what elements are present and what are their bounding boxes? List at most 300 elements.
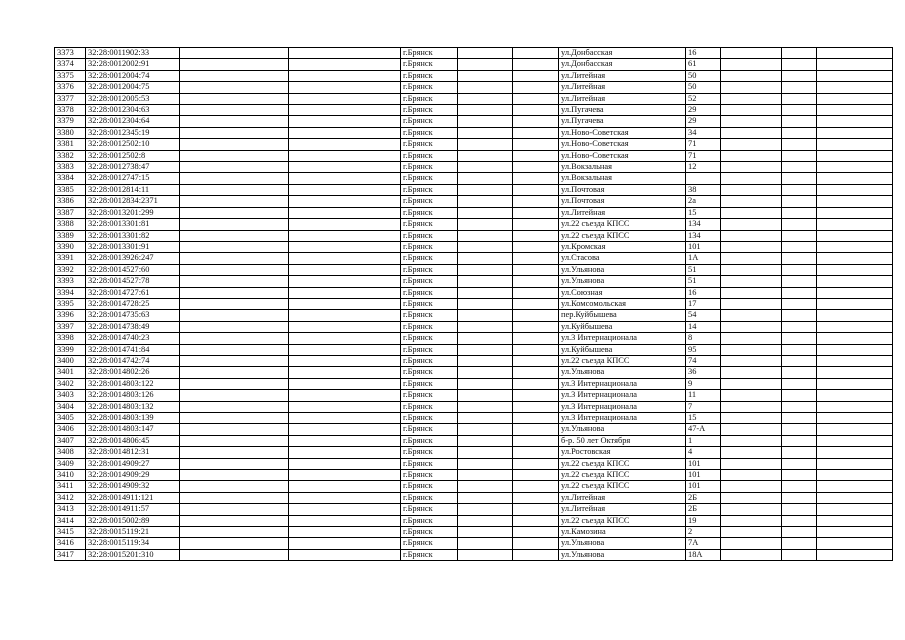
empty-cell (180, 549, 289, 560)
empty-cell (513, 310, 559, 321)
empty-cell (458, 549, 513, 560)
empty-cell (289, 241, 401, 252)
empty-cell (289, 150, 401, 161)
empty-cell (721, 241, 782, 252)
empty-cell (721, 333, 782, 344)
empty-cell (817, 207, 893, 218)
empty-cell (513, 139, 559, 150)
empty-cell (782, 219, 817, 230)
empty-cell (513, 401, 559, 412)
empty-cell (458, 196, 513, 207)
empty-cell (817, 139, 893, 150)
cadastral-number-cell: 32:28:0014803:132 (86, 401, 180, 412)
table-row (55, 390, 893, 401)
table-row (55, 82, 893, 93)
city-cell: г.Брянск (401, 196, 458, 207)
street-cell: ул.Литейная (559, 207, 686, 218)
empty-cell (817, 333, 893, 344)
empty-cell (289, 492, 401, 503)
street-cell: ул.Пугачева (559, 116, 686, 127)
empty-cell (782, 82, 817, 93)
empty-cell (180, 333, 289, 344)
empty-cell (721, 515, 782, 526)
empty-cell (817, 458, 893, 469)
empty-cell (513, 435, 559, 446)
cadastral-number-cell: 32:28:0015119:21 (86, 527, 180, 538)
city-cell: г.Брянск (401, 82, 458, 93)
house-number-cell: 2 (686, 527, 721, 538)
empty-cell (180, 241, 289, 252)
street-cell: ул.22 съезда КПСС (559, 458, 686, 469)
empty-cell (513, 458, 559, 469)
empty-cell (289, 230, 401, 241)
house-number-cell: 15 (686, 207, 721, 218)
empty-cell (289, 219, 401, 230)
row-number-cell: 3385 (55, 184, 86, 195)
city-cell: г.Брянск (401, 549, 458, 560)
house-number-cell: 51 (686, 264, 721, 275)
row-number-cell: 3403 (55, 390, 86, 401)
empty-cell (817, 390, 893, 401)
empty-cell (817, 48, 893, 59)
empty-cell (721, 310, 782, 321)
row-number-cell: 3413 (55, 504, 86, 515)
empty-cell (782, 310, 817, 321)
empty-cell (458, 355, 513, 366)
cadastral-number-cell: 32:28:0014527:78 (86, 276, 180, 287)
empty-cell (180, 321, 289, 332)
street-cell: ул.3 Интернационала (559, 401, 686, 412)
empty-cell (817, 447, 893, 458)
empty-cell (458, 276, 513, 287)
empty-cell (513, 230, 559, 241)
house-number-cell: 52 (686, 93, 721, 104)
empty-cell (817, 310, 893, 321)
empty-cell (721, 184, 782, 195)
table-row (55, 105, 893, 116)
cadastral-number-cell: 32:28:0012304:63 (86, 105, 180, 116)
empty-cell (721, 355, 782, 366)
empty-cell (180, 492, 289, 503)
empty-cell (513, 162, 559, 173)
empty-cell (817, 424, 893, 435)
empty-cell (513, 481, 559, 492)
city-cell: г.Брянск (401, 492, 458, 503)
cadastral-number-cell: 32:28:0014909:29 (86, 470, 180, 481)
row-number-cell: 3388 (55, 219, 86, 230)
row-number-cell: 3382 (55, 150, 86, 161)
empty-cell (180, 298, 289, 309)
empty-cell (513, 504, 559, 515)
empty-cell (721, 287, 782, 298)
cadastral-number-cell: 32:28:0013301:91 (86, 241, 180, 252)
cadastral-number-cell: 32:28:0014803:139 (86, 413, 180, 424)
empty-cell (513, 70, 559, 81)
empty-cell (782, 527, 817, 538)
row-number-cell: 3417 (55, 549, 86, 560)
street-cell: ул.Ульянова (559, 549, 686, 560)
empty-cell (289, 470, 401, 481)
row-number-cell: 3409 (55, 458, 86, 469)
table-row (55, 93, 893, 104)
empty-cell (180, 253, 289, 264)
table-row (55, 481, 893, 492)
cadastral-number-cell: 32:28:0014812:31 (86, 447, 180, 458)
house-number-cell: 61 (686, 59, 721, 70)
empty-cell (458, 82, 513, 93)
empty-cell (817, 413, 893, 424)
street-cell: ул.22 съезда КПСС (559, 355, 686, 366)
city-cell: г.Брянск (401, 139, 458, 150)
empty-cell (782, 70, 817, 81)
empty-cell (782, 116, 817, 127)
cadastral-number-cell: 32:28:0012304:64 (86, 116, 180, 127)
empty-cell (782, 447, 817, 458)
empty-cell (289, 287, 401, 298)
empty-cell (721, 59, 782, 70)
empty-cell (513, 150, 559, 161)
city-cell: г.Брянск (401, 481, 458, 492)
empty-cell (513, 253, 559, 264)
house-number-cell: 36 (686, 367, 721, 378)
table-row (55, 173, 893, 184)
empty-cell (458, 401, 513, 412)
empty-cell (782, 184, 817, 195)
row-number-cell: 3412 (55, 492, 86, 503)
city-cell: г.Брянск (401, 230, 458, 241)
street-cell: ул.3 Интернационала (559, 390, 686, 401)
table-row (55, 48, 893, 59)
empty-cell (458, 321, 513, 332)
empty-cell (782, 196, 817, 207)
cadastral-number-cell: 32:28:0014909:32 (86, 481, 180, 492)
house-number-cell: 134 (686, 230, 721, 241)
cadastral-number-cell: 32:28:0012814:11 (86, 184, 180, 195)
empty-cell (782, 424, 817, 435)
street-cell: ул.Комсомольская (559, 298, 686, 309)
row-number-cell: 3376 (55, 82, 86, 93)
house-number-cell: 38 (686, 184, 721, 195)
table-row (55, 264, 893, 275)
empty-cell (721, 481, 782, 492)
house-number-cell: 74 (686, 355, 721, 366)
empty-cell (289, 70, 401, 81)
house-number-cell: 12 (686, 162, 721, 173)
city-cell: г.Брянск (401, 173, 458, 184)
empty-cell (782, 401, 817, 412)
empty-cell (289, 298, 401, 309)
empty-cell (817, 162, 893, 173)
empty-cell (289, 435, 401, 446)
city-cell: г.Брянск (401, 538, 458, 549)
empty-cell (817, 378, 893, 389)
empty-cell (458, 173, 513, 184)
empty-cell (180, 173, 289, 184)
cadastral-number-cell: 32:28:0014742:74 (86, 355, 180, 366)
empty-cell (180, 219, 289, 230)
cadastral-number-cell: 32:28:0012002:91 (86, 59, 180, 70)
street-cell: ул.Пугачева (559, 105, 686, 116)
street-cell: ул.Стасова (559, 253, 686, 264)
empty-cell (513, 105, 559, 116)
row-number-cell: 3391 (55, 253, 86, 264)
row-number-cell: 3393 (55, 276, 86, 287)
empty-cell (458, 230, 513, 241)
empty-cell (180, 184, 289, 195)
table-row (55, 298, 893, 309)
city-cell: г.Брянск (401, 310, 458, 321)
empty-cell (513, 127, 559, 138)
city-cell: г.Брянск (401, 207, 458, 218)
empty-cell (180, 355, 289, 366)
empty-cell (817, 70, 893, 81)
empty-cell (289, 253, 401, 264)
empty-cell (721, 150, 782, 161)
empty-cell (782, 139, 817, 150)
table-row (55, 333, 893, 344)
empty-cell (721, 413, 782, 424)
city-cell: г.Брянск (401, 184, 458, 195)
house-number-cell: 50 (686, 82, 721, 93)
empty-cell (782, 93, 817, 104)
empty-cell (458, 162, 513, 173)
row-number-cell: 3381 (55, 139, 86, 150)
table-row (55, 139, 893, 150)
empty-cell (721, 207, 782, 218)
empty-cell (721, 538, 782, 549)
empty-cell (458, 150, 513, 161)
empty-cell (180, 105, 289, 116)
street-cell: ул.22 съезда КПСС (559, 470, 686, 481)
empty-cell (513, 287, 559, 298)
empty-cell (721, 70, 782, 81)
row-number-cell: 3397 (55, 321, 86, 332)
row-number-cell: 3407 (55, 435, 86, 446)
city-cell: г.Брянск (401, 515, 458, 526)
empty-cell (782, 333, 817, 344)
cadastral-number-cell: 32:28:0015119:34 (86, 538, 180, 549)
table-row (55, 276, 893, 287)
city-cell: г.Брянск (401, 276, 458, 287)
empty-cell (458, 241, 513, 252)
table-row (55, 424, 893, 435)
empty-cell (289, 424, 401, 435)
row-number-cell: 3402 (55, 378, 86, 389)
table-row (55, 355, 893, 366)
table-row (55, 150, 893, 161)
empty-cell (817, 253, 893, 264)
empty-cell (458, 515, 513, 526)
empty-cell (180, 401, 289, 412)
empty-cell (458, 378, 513, 389)
house-number-cell: 2Б (686, 492, 721, 503)
street-cell: ул.Донбасская (559, 48, 686, 59)
empty-cell (458, 105, 513, 116)
empty-cell (721, 162, 782, 173)
city-cell: г.Брянск (401, 447, 458, 458)
empty-cell (289, 48, 401, 59)
empty-cell (782, 435, 817, 446)
empty-cell (782, 549, 817, 560)
empty-cell (721, 48, 782, 59)
empty-cell (180, 447, 289, 458)
street-cell: ул.Вокзальная (559, 173, 686, 184)
city-cell: г.Брянск (401, 253, 458, 264)
empty-cell (458, 184, 513, 195)
empty-cell (289, 538, 401, 549)
empty-cell (782, 48, 817, 59)
empty-cell (782, 264, 817, 275)
empty-cell (817, 230, 893, 241)
street-cell: ул.Куйбышева (559, 321, 686, 332)
empty-cell (721, 127, 782, 138)
city-cell: г.Брянск (401, 70, 458, 81)
cadastral-number-cell: 32:28:0014803:147 (86, 424, 180, 435)
table-row (55, 310, 893, 321)
empty-cell (721, 321, 782, 332)
row-number-cell: 3408 (55, 447, 86, 458)
empty-cell (782, 105, 817, 116)
cadastral-number-cell: 32:28:0012502:10 (86, 139, 180, 150)
empty-cell (458, 298, 513, 309)
house-number-cell: 29 (686, 105, 721, 116)
city-cell: г.Брянск (401, 344, 458, 355)
table-row (55, 219, 893, 230)
cadastral-number-cell: 32:28:0012747:15 (86, 173, 180, 184)
city-cell: г.Брянск (401, 355, 458, 366)
empty-cell (721, 344, 782, 355)
empty-cell (180, 481, 289, 492)
house-number-cell (686, 173, 721, 184)
empty-cell (513, 333, 559, 344)
city-cell: г.Брянск (401, 333, 458, 344)
empty-cell (721, 116, 782, 127)
empty-cell (513, 390, 559, 401)
house-number-cell: 1 (686, 435, 721, 446)
empty-cell (180, 70, 289, 81)
empty-cell (180, 435, 289, 446)
table-row (55, 401, 893, 412)
empty-cell (458, 492, 513, 503)
empty-cell (721, 298, 782, 309)
street-cell: ул.Почтовая (559, 184, 686, 195)
row-number-cell: 3383 (55, 162, 86, 173)
empty-cell (180, 127, 289, 138)
table-row (55, 447, 893, 458)
cadastral-number-cell: 32:28:0014738:49 (86, 321, 180, 332)
empty-cell (180, 150, 289, 161)
table-row (55, 367, 893, 378)
empty-cell (289, 481, 401, 492)
empty-cell (513, 241, 559, 252)
house-number-cell: 16 (686, 48, 721, 59)
empty-cell (458, 367, 513, 378)
empty-cell (721, 276, 782, 287)
street-cell: ул.Вокзальная (559, 162, 686, 173)
empty-cell (289, 378, 401, 389)
cadastral-number-cell: 32:28:0014911:57 (86, 504, 180, 515)
cadastral-number-cell: 32:28:0014741:84 (86, 344, 180, 355)
empty-cell (513, 276, 559, 287)
empty-cell (513, 264, 559, 275)
house-number-cell: 17 (686, 298, 721, 309)
empty-cell (289, 82, 401, 93)
empty-cell (721, 447, 782, 458)
empty-cell (817, 470, 893, 481)
row-number-cell: 3377 (55, 93, 86, 104)
empty-cell (513, 515, 559, 526)
empty-cell (513, 93, 559, 104)
table-row (55, 470, 893, 481)
empty-cell (817, 82, 893, 93)
city-cell: г.Брянск (401, 59, 458, 70)
empty-cell (289, 139, 401, 150)
empty-cell (458, 344, 513, 355)
empty-cell (289, 105, 401, 116)
cadastral-number-cell: 32:28:0012004:74 (86, 70, 180, 81)
row-number-cell: 3378 (55, 105, 86, 116)
city-cell: г.Брянск (401, 413, 458, 424)
street-cell: ул.Куйбышева (559, 344, 686, 355)
row-number-cell: 3374 (55, 59, 86, 70)
empty-cell (817, 219, 893, 230)
empty-cell (513, 116, 559, 127)
empty-cell (817, 196, 893, 207)
cadastral-number-cell: 32:28:0014727:61 (86, 287, 180, 298)
row-number-cell: 3404 (55, 401, 86, 412)
city-cell: г.Брянск (401, 48, 458, 59)
row-number-cell: 3394 (55, 287, 86, 298)
house-number-cell: 19 (686, 515, 721, 526)
city-cell: г.Брянск (401, 93, 458, 104)
empty-cell (289, 196, 401, 207)
empty-cell (458, 127, 513, 138)
cadastral-number-cell: 32:28:0014803:126 (86, 390, 180, 401)
house-number-cell: 71 (686, 139, 721, 150)
table-row (55, 538, 893, 549)
empty-cell (180, 527, 289, 538)
cadastral-number-cell: 32:28:0013301:81 (86, 219, 180, 230)
empty-cell (289, 367, 401, 378)
cadastral-number-cell: 32:28:0015002:89 (86, 515, 180, 526)
empty-cell (782, 378, 817, 389)
house-number-cell: 71 (686, 150, 721, 161)
street-cell: ул.Донбасская (559, 59, 686, 70)
empty-cell (817, 515, 893, 526)
empty-cell (817, 93, 893, 104)
empty-cell (817, 321, 893, 332)
cadastral-number-cell: 32:28:0014740:23 (86, 333, 180, 344)
empty-cell (513, 424, 559, 435)
empty-cell (513, 470, 559, 481)
empty-cell (458, 333, 513, 344)
empty-cell (513, 527, 559, 538)
empty-cell (513, 207, 559, 218)
empty-cell (513, 82, 559, 93)
table-row (55, 344, 893, 355)
empty-cell (180, 310, 289, 321)
table-row (55, 515, 893, 526)
empty-cell (289, 344, 401, 355)
street-cell: ул.Ново-Советская (559, 150, 686, 161)
empty-cell (458, 207, 513, 218)
table-row (55, 527, 893, 538)
city-cell: г.Брянск (401, 150, 458, 161)
empty-cell (289, 390, 401, 401)
empty-cell (721, 367, 782, 378)
empty-cell (782, 287, 817, 298)
empty-cell (782, 298, 817, 309)
